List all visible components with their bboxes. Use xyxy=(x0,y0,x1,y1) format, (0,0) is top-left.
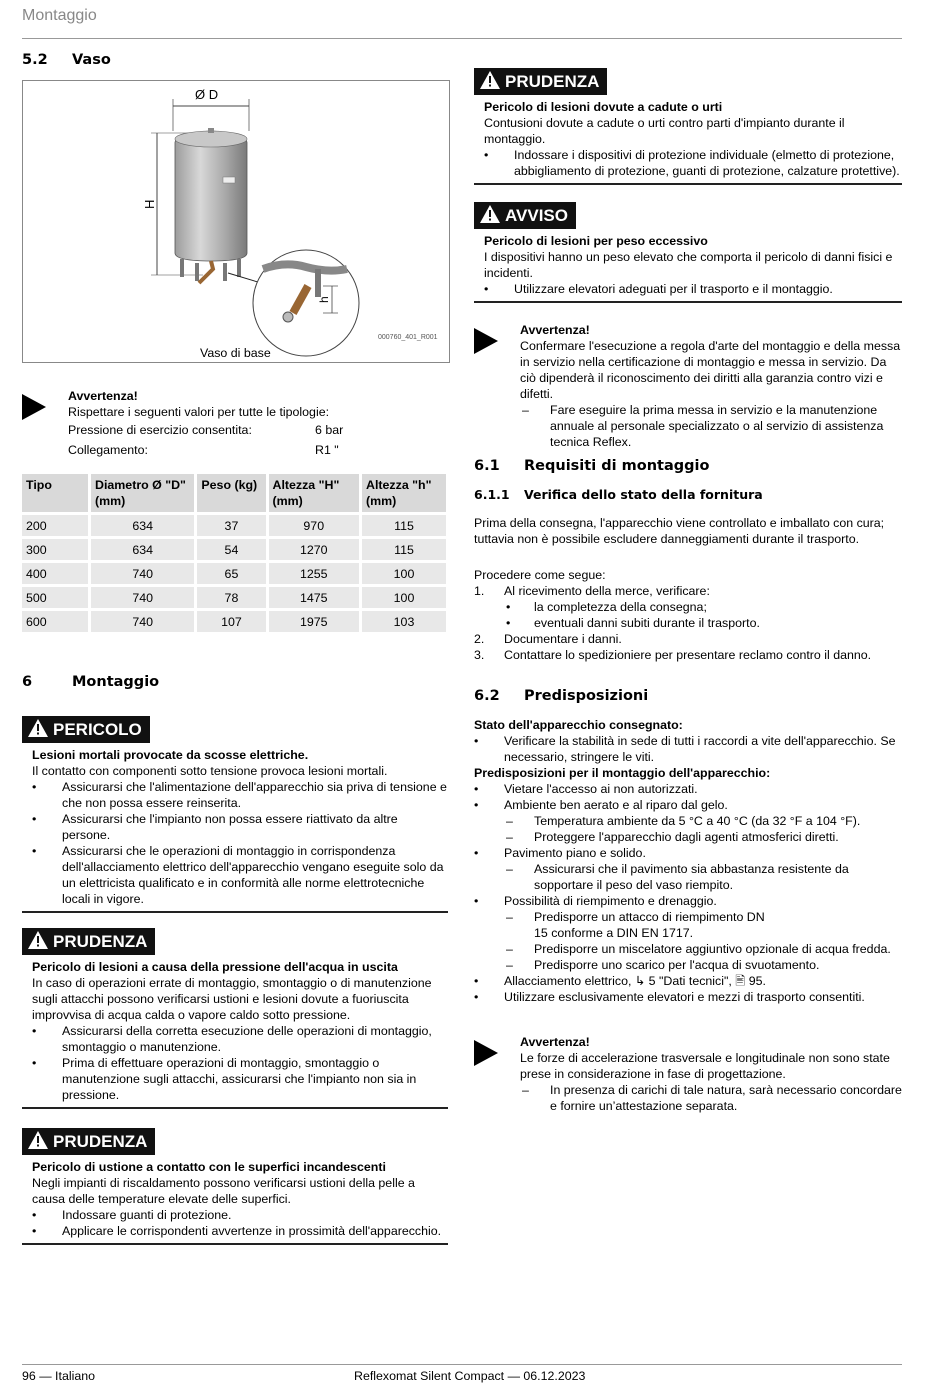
warning-title: Pericolo di ustione a contatto con le superfici incandescenti xyxy=(32,1160,386,1174)
note-certification xyxy=(474,322,902,450)
dash-item: – Predisporre un miscelatore aggiuntivo opzionale di acqua fredda. xyxy=(474,941,902,957)
pericolo-badge: PERICOLO xyxy=(22,716,150,743)
warning-text: Il contatto con componenti sotto tensione provoca lesioni mortali. xyxy=(32,764,388,778)
warning-title: Pericolo di lesioni per peso eccessivo xyxy=(484,234,708,248)
note-dash-item: – In presenza di carichi di tale natura, sarà necessario concordare e fornire un’attestazione separata. xyxy=(520,1082,902,1114)
warning-prudenza-hot-surfaces xyxy=(22,1128,448,1245)
bullet: • Utilizzare esclusivamente elevatori e mezzi di trasporto consentiti. xyxy=(474,989,902,1005)
section-heading-6: 6 Montaggio xyxy=(22,674,160,690)
note-dash-item: – Fare eseguire la prima messa in servizio e la manutenzione annuale al personale specializzato o al servizio di assistenza tecnica Reflex. xyxy=(520,402,902,450)
procedure-sub-bullet: • la completezza della consegna; xyxy=(474,599,902,615)
procedure-intro: Procedere come segue: xyxy=(474,568,606,582)
warning-bullet: • Assicurarsi che l'alimentazione dell'apparecchio sia priva di tensione e che non possa essere reinserita. xyxy=(32,779,448,811)
warning-triangle-icon xyxy=(480,71,500,89)
running-header: Montaggio xyxy=(22,7,97,24)
table-row: 500 740 78 1475 100 xyxy=(22,587,446,608)
note-arrow-icon xyxy=(474,328,498,354)
warning-bullet: • Indossare guanti di protezione. xyxy=(32,1207,448,1223)
warning-text: In caso di operazioni errate di montaggio, smontaggio o di manutenzione sugli attacchi possono verificarsi ustioni e lesioni dovute a fuoriuscita improvvisa di acqua calda o vapore caldo sotto pressione. xyxy=(32,976,432,1022)
section-heading-6-1: 6.1 Requisiti di montaggio xyxy=(474,458,710,474)
footer-page-language: 96 — Italiano xyxy=(22,1369,96,1383)
note-row-pressure: Pressione di esercizio consentita: 6 bar xyxy=(68,423,344,437)
warning-bullet: • Assicurarsi che l'impianto non possa essere riattivato da altre persone. xyxy=(32,811,448,843)
table-row: 300 634 54 1270 115 xyxy=(22,539,446,560)
bullet: • Verificare la stabilità in sede di tutti i raccordi a vite dell'apparecchio. Se necessario, stringere le viti. xyxy=(474,733,902,765)
col-header-altezza-small-h: Altezza "h" (mm) xyxy=(362,474,446,512)
warning-text: I dispositivi hanno un peso elevato che comporta il pericolo di danni fisici e incidenti. xyxy=(484,250,893,280)
avviso-badge: AVVISO xyxy=(474,202,576,229)
note-arrow-icon xyxy=(22,394,46,420)
col-header-altezza-h: Altezza "H" (mm) xyxy=(269,474,360,512)
subheading-predisposizioni: Predisposizioni per il montaggio dell'apparecchio: xyxy=(474,766,771,780)
note-values xyxy=(22,388,442,462)
warning-title: Pericolo di lesioni a causa della pressione dell'acqua in uscita xyxy=(32,960,398,974)
note-acceleration xyxy=(474,1034,902,1114)
note-title: Avvertenza! xyxy=(520,323,590,337)
table-header-row xyxy=(22,474,446,512)
warning-triangle-icon xyxy=(28,931,48,949)
procedure-step-3: 3. Contattare lo spedizioniere per presentare reclamo contro il danno. xyxy=(474,648,872,662)
dash-item: – Predisporre uno scarico per l'acqua di svuotamento. xyxy=(474,957,902,973)
note-text: Confermare l'esecuzione a regola d'arte del montaggio e della messa in servizio nella certificazione di montaggio e messa in servizio. Da ciò dipenderà il riconoscimento dei diritti alla garanzia contro vizi e difetti. xyxy=(520,339,901,401)
note-arrow-icon xyxy=(474,1040,498,1066)
warning-triangle-icon xyxy=(28,1131,48,1149)
warning-bullet: • Indossare i dispositivi di protezione individuale (elmetto di protezione, abbigliamento di protezione, guanti di protezione, calzature protettive). xyxy=(484,147,902,179)
warning-text: Contusioni dovute a cadute o urti contro parti d'impianto durante il montaggio. xyxy=(484,116,845,146)
procedure-step-2: 2. Documentare i danni. xyxy=(474,632,622,646)
warning-triangle-icon xyxy=(28,719,48,737)
table-row: 400 740 65 1255 100 xyxy=(22,563,446,584)
prudenza-badge: PRUDENZA xyxy=(474,68,607,95)
dimension-d-label: Ø D xyxy=(195,87,219,102)
col-header-peso: Peso (kg) xyxy=(197,474,265,512)
procedure-sub-bullet: • eventuali danni subiti durante il trasporto. xyxy=(474,615,902,631)
table-row: 600 740 107 1975 103 xyxy=(22,611,446,632)
note-title: Avvertenza! xyxy=(68,389,138,403)
dimensions-table xyxy=(19,471,449,635)
delivery-check-text xyxy=(474,515,902,663)
subheading-stato: Stato dell'apparecchio consegnato: xyxy=(474,718,683,732)
warning-avviso xyxy=(474,202,902,303)
warning-pericolo xyxy=(22,716,448,913)
bullet: • Vietare l'accesso ai non autorizzati. xyxy=(474,781,902,797)
warning-bullet: • Utilizzare elevatori adeguati per il trasporto e il montaggio. xyxy=(484,281,902,297)
dimension-small-h-label: h xyxy=(317,296,331,303)
warning-bullet: • Applicare le corrispondenti avvertenze in prossimità dell'apparecchio. xyxy=(32,1223,448,1239)
dash-item: – Proteggere l'apparecchio dagli agenti atmosferici diretti. xyxy=(474,829,902,845)
bullet-link-dati-tecnici[interactable]: • Allacciamento elettrico, ↳ 5 "Dati tecnici", 🖹 95. xyxy=(474,973,902,989)
figure-code: 000760_401_R001 xyxy=(378,334,438,341)
footer-document-title: Reflexomat Silent Compact — 06.12.2023 xyxy=(354,1369,586,1383)
col-header-diametro: Diametro Ø "D" (mm) xyxy=(91,474,194,512)
preparations-text xyxy=(474,717,902,1005)
note-title: Avvertenza! xyxy=(520,1035,590,1049)
bullet: • Ambiente ben aerato e al riparo dal gelo. xyxy=(474,797,902,813)
dash-item: – Temperatura ambiente da 5 °C a 40 °C (da 32 °F a 104 °F). xyxy=(474,813,902,829)
section-heading-6-1-1: 6.1.1 Verifica dello stato della fornitura xyxy=(474,487,763,502)
warning-prudenza-falls xyxy=(474,68,902,185)
warning-text: Negli impianti di riscaldamento possono verificarsi ustioni della pelle a causa delle temperature elevate delle superfici. xyxy=(32,1176,415,1206)
bullet: • Pavimento piano e solido. xyxy=(474,845,902,861)
warning-bullet: • Assicurarsi che le operazioni di montaggio in corrispondenza dell'allacciamento elettrico dell'apparecchio vengano eseguite solo da un elettricista qualificato e in conformità alle norme elettrotecniche locali in vigore. xyxy=(32,843,448,907)
dash-item: – Predisporre un attacco di riempimento DN 15 conforme a DIN EN 1717. xyxy=(474,909,774,941)
dash-item: – Assicurarsi che il pavimento sia abbastanza resistente da sopportare il peso del vaso riempito. xyxy=(474,861,902,893)
col-header-tipo: Tipo xyxy=(22,474,88,512)
header-rule xyxy=(22,38,902,39)
dimension-h-label: H xyxy=(142,199,157,209)
vessel-figure xyxy=(22,80,450,363)
warning-prudenza-pressure xyxy=(22,928,448,1109)
warning-title: Pericolo di lesioni dovute a cadute o urti xyxy=(484,100,723,114)
figure-caption: Vaso di base xyxy=(200,346,271,360)
note-text: Le forze di accelerazione trasversale e longitudinale non sono state prese in considerazione in fase di progettazione. xyxy=(520,1051,890,1081)
warning-bullet: • Assicurarsi della corretta esecuzione delle operazioni di montaggio, smontaggio o manutenzione. xyxy=(32,1023,448,1055)
section-heading-6-2: 6.2 Predisposizioni xyxy=(474,688,649,704)
bullet: • Possibilità di riempimento e drenaggio. xyxy=(474,893,902,909)
table-row: 200 634 37 970 115 xyxy=(22,515,446,536)
warning-bullet: • Prima di effettuare operazioni di montaggio, smontaggio o manutenzione sugli attacchi, assicurarsi che l'impianto non sia in pressione. xyxy=(32,1055,448,1103)
warning-triangle-icon xyxy=(480,205,500,223)
prudenza-badge: PRUDENZA xyxy=(22,1128,155,1155)
section-heading-5-2: 5.2 Vaso xyxy=(22,52,111,68)
vessel-illustration xyxy=(23,81,449,362)
warning-title: Lesioni mortali provocate da scosse elettriche. xyxy=(32,748,309,762)
footer-rule xyxy=(22,1364,902,1365)
note-row-connection: Collegamento: R1 " xyxy=(68,443,339,457)
procedure-step-1: 1. Al ricevimento della merce, verificare: xyxy=(474,584,710,598)
paragraph: Prima della consegna, l'apparecchio viene controllato e imballato con cura; tuttavia non è possibile escludere danneggiamenti durante il trasporto. xyxy=(474,516,885,546)
note-intro: Rispettare i seguenti valori per tutte le tipologie: xyxy=(68,405,330,419)
prudenza-badge: PRUDENZA xyxy=(22,928,155,955)
